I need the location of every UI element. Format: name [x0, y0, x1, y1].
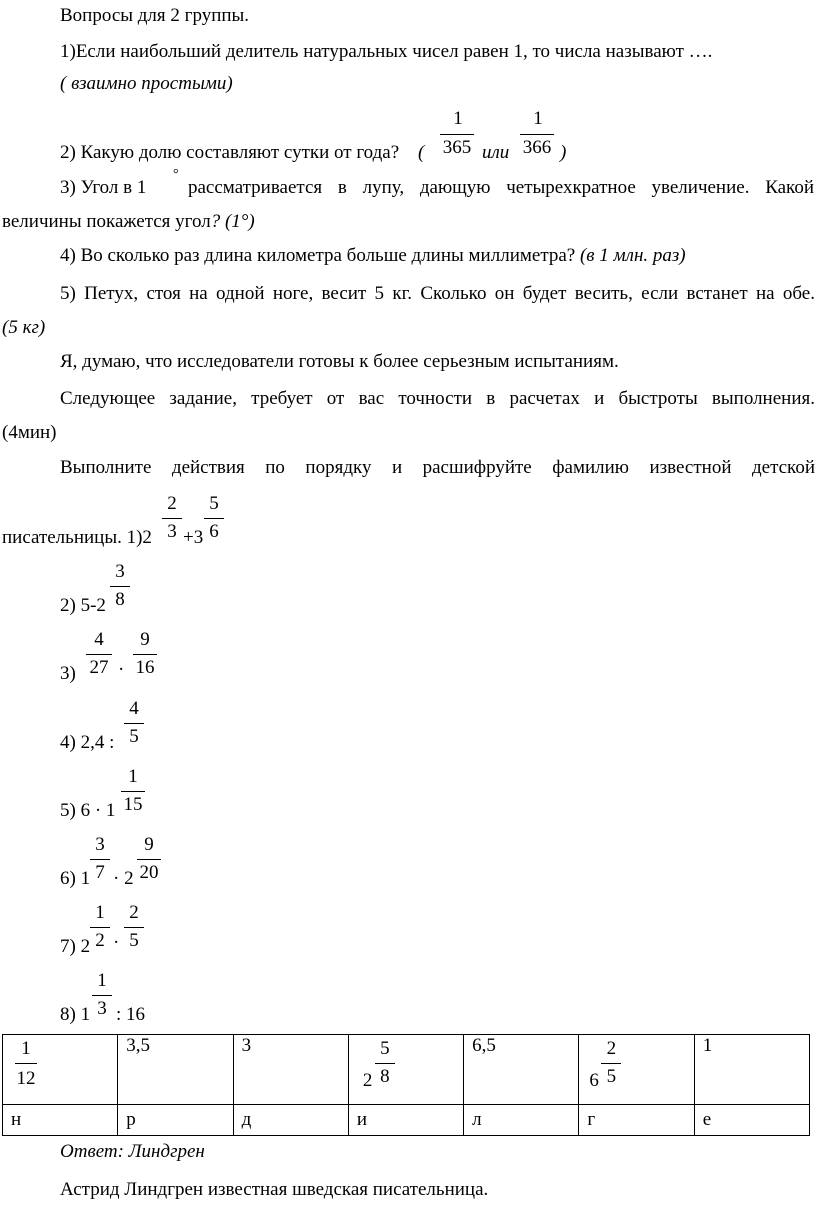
fraction-bar: [137, 859, 161, 860]
task-3-operator: ·: [118, 659, 125, 680]
final-line: Астрид Линдгрен известная шведская писательница.: [60, 1179, 489, 1200]
task-7: 7) 2: [60, 936, 91, 957]
fraction-denominator: 8: [380, 1066, 390, 1087]
question-2: 2) Какую долю составляют сутки от года?: [60, 142, 400, 163]
fraction-bar: [124, 927, 144, 928]
fraction-numerator: 2: [167, 493, 177, 514]
task-2: 2) 5-2: [60, 595, 106, 616]
question-3-line-2: [2, 212, 255, 231]
task-3: 3): [60, 663, 76, 684]
task-6: 6) 1: [60, 868, 91, 889]
degree-sign: °: [173, 167, 179, 182]
decode-table: [2, 1034, 810, 1136]
fraction-numerator: 1: [95, 902, 105, 923]
task-5: 5) 6 · 1: [60, 800, 116, 821]
fraction-numerator: 4: [94, 629, 104, 650]
table-cell: л: [464, 1105, 579, 1136]
fraction-bar: [15, 1063, 37, 1064]
task-8: 8) 1: [60, 1004, 91, 1025]
fraction-denominator: 5: [606, 1066, 617, 1087]
fraction-numerator: 9: [144, 834, 154, 855]
task-1-plus: +3: [183, 527, 204, 548]
question-1-answer: ( взаимно простыми): [60, 73, 233, 94]
fraction-bar: [375, 1063, 395, 1064]
paragraph-instructions-line-1: Выполните действия по порядку и расшифруйте фамилию известной детской: [60, 457, 815, 478]
question-4-answer: (в 1 млн. раз): [579, 245, 686, 266]
fraction-numerator: 1: [128, 766, 138, 787]
fraction-bar: [124, 723, 144, 724]
task-7-operator: ·: [113, 932, 120, 953]
page-heading: Вопросы для 2 группы.: [60, 5, 250, 26]
fraction-numerator: 4: [129, 698, 139, 719]
mixed-whole: 2: [362, 1070, 373, 1091]
mixed-whole: 6: [589, 1070, 599, 1091]
table-cell: 3,5: [118, 1035, 233, 1105]
fraction-denominator: 15: [123, 794, 143, 815]
answer-line: Ответ: Линдгрен: [60, 1141, 205, 1162]
table-cell: е: [694, 1105, 809, 1136]
fraction-numerator: 1: [97, 970, 107, 991]
question-2-or: или: [482, 142, 510, 163]
fraction-denominator: 365: [442, 137, 472, 158]
question-5: 5) Петух, стоя на одной ноге, весит 5 кг. Сколько он будет весить, если встанет на обе.: [60, 283, 815, 304]
fraction-denominator: 8: [115, 589, 125, 610]
question-4: [60, 246, 686, 265]
fraction-bar: [601, 1063, 621, 1064]
question-2-open: (: [418, 142, 425, 163]
question-1: 1)Если наибольший делитель натуральных чисел равен 1, то числа называют ….: [60, 41, 713, 62]
fraction-denominator: 27: [89, 657, 109, 678]
question-3-part-a: 3) Угол в 1: [60, 177, 147, 198]
fraction-denominator: 5: [129, 930, 139, 951]
fraction-bar: [92, 995, 112, 996]
question-3-answer: ? (1°): [210, 211, 255, 232]
paragraph-next-task-line-1: Следующее задание, требует от вас точности в расчетах и быстроты выполнения.: [60, 388, 815, 409]
fraction-bar: [162, 518, 182, 519]
table-cell: 6,5: [464, 1035, 579, 1105]
fraction-denominator: 16: [135, 657, 155, 678]
task-6-operator: · 2: [113, 868, 134, 889]
question-2-close: ): [560, 142, 567, 163]
table-cell: н: [3, 1105, 118, 1136]
table-row-letters: [3, 1105, 810, 1136]
table-cell: 1: [694, 1035, 809, 1105]
task-1-lead: писательницы. 1)2: [2, 527, 152, 548]
fraction-numerator: 3: [95, 834, 105, 855]
fraction-numerator: 1: [453, 108, 463, 129]
fraction-numerator: 2: [606, 1038, 617, 1059]
table-cell: д: [233, 1105, 348, 1136]
question-3-part-b: рассматривается в лупу, дающую четырехкратное увеличение. Какой: [188, 177, 814, 198]
fraction-denominator: 3: [97, 998, 107, 1019]
fraction-numerator: 1: [21, 1038, 31, 1059]
fraction-numerator: 5: [380, 1038, 390, 1059]
fraction-bar: [133, 654, 157, 655]
fraction-numerator: 5: [209, 493, 219, 514]
table-cell: и: [348, 1105, 463, 1136]
task-4: 4) 2,4 :: [60, 732, 115, 753]
table-cell: р: [118, 1105, 233, 1136]
fraction-denominator: 20: [139, 862, 159, 883]
table-cell: г: [579, 1105, 694, 1136]
fraction-bar: [110, 586, 130, 587]
table-row-values: [3, 1035, 810, 1105]
table-cell: [348, 1035, 463, 1105]
fraction-denominator: 3: [167, 521, 177, 542]
question-5-answer: (5 кг): [2, 317, 46, 338]
fraction-bar: [86, 654, 112, 655]
paragraph-next-task-line-2: (4мин): [2, 422, 57, 443]
task-8-tail: : 16: [116, 1004, 146, 1025]
question-3-line-2-text: величины покажется угол: [2, 211, 211, 232]
table-cell: [579, 1035, 694, 1105]
fraction-numerator: 2: [129, 902, 139, 923]
fraction-bar: [90, 859, 110, 860]
fraction-numerator: 1: [533, 108, 543, 129]
fraction-numerator: 9: [140, 629, 150, 650]
fraction-denominator: 2: [95, 930, 105, 951]
table-cell: [3, 1035, 118, 1105]
paragraph-researchers: Я, думаю, что исследователи готовы к более серьезным испытаниям.: [60, 351, 619, 372]
question-4-text: 4) Во сколько раз длина километра больше длины миллиметра?: [60, 245, 576, 266]
fraction-denominator: 6: [209, 521, 219, 542]
fraction-bar: [204, 518, 224, 519]
fraction-denominator: 5: [129, 726, 139, 747]
fraction-denominator: 7: [95, 862, 105, 883]
fraction-bar: [440, 134, 474, 135]
fraction-numerator: 3: [115, 561, 125, 582]
fraction-denominator: 366: [522, 137, 552, 158]
fraction-bar: [90, 927, 110, 928]
fraction-bar: [520, 134, 554, 135]
fraction-bar: [121, 791, 145, 792]
table-cell: 3: [233, 1035, 348, 1105]
fraction-denominator: 12: [16, 1068, 36, 1089]
